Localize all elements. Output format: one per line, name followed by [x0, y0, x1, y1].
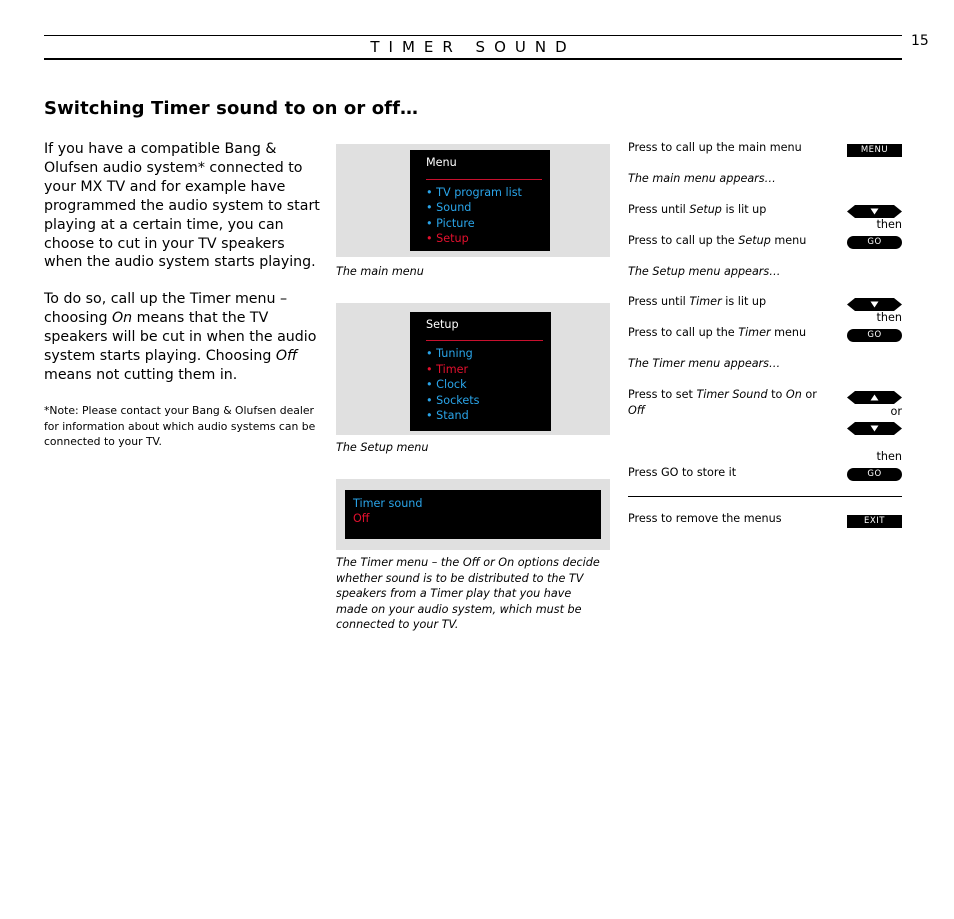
down-arrow-button[interactable] [847, 298, 902, 311]
setup-item-sockets[interactable]: • Sockets [426, 394, 480, 407]
timer-sound-value[interactable]: Off [353, 512, 370, 525]
step-call-main-menu: Press to call up the main menu [628, 141, 802, 154]
header-rule-top [44, 35, 902, 36]
go-button[interactable]: GO [847, 329, 902, 342]
up-arrow-button[interactable] [847, 391, 902, 404]
main-menu-screen [410, 150, 550, 251]
intro-paragraph-2: To do so, call up the Timer menu – choosing On means that the TV speakers will be cut in when the audio system starts playing. Choosing Off means not cutting them in. [44, 291, 317, 383]
go-button[interactable]: GO [847, 236, 902, 249]
step-timer-menu-appears: The Timer menu appears… [628, 357, 781, 370]
menu-item-sound[interactable]: • Sound [426, 201, 472, 214]
step-set-timer-sound: Press to set Timer Sound to On or Off [628, 388, 817, 417]
then-label: then [876, 450, 902, 463]
setup-menu-screenshot [336, 303, 610, 435]
section-title: TIMER SOUND [370, 38, 576, 56]
page-heading: Switching Timer sound to on or off… [44, 98, 419, 119]
menu-button[interactable]: MENU [847, 144, 902, 157]
setup-item-tuning[interactable]: • Tuning [426, 347, 473, 360]
setup-item-clock[interactable]: • Clock [426, 378, 467, 391]
exit-button[interactable]: EXIT [847, 515, 902, 528]
menu-item-picture[interactable]: • Picture [426, 217, 475, 230]
then-label: then [876, 218, 902, 231]
setup-menu-caption: The Setup menu [336, 441, 429, 454]
main-menu-caption: The main menu [336, 265, 424, 278]
down-arrow-button[interactable] [847, 422, 902, 435]
go-button[interactable]: GO [847, 468, 902, 481]
step-call-timer-menu: Press to call up the Timer menu [628, 326, 807, 339]
setup-title: Setup [426, 318, 459, 331]
steps-divider [628, 496, 902, 497]
header-rule-bottom [44, 58, 902, 60]
timer-menu-caption: The Timer menu – the Off or On options decide whether sound is to be distributed to the TV speakers from a Timer play that you have made on your audio system, which must be connected to your TV. [336, 556, 600, 631]
setup-item-stand[interactable]: • Stand [426, 409, 469, 422]
timer-menu-screen [345, 490, 601, 539]
setup-divider [426, 340, 543, 341]
menu-item-tv-program-list[interactable]: • TV program list [426, 186, 522, 199]
timer-sound-label[interactable]: Timer sound [353, 497, 423, 510]
menu-item-setup[interactable]: • Setup [426, 232, 469, 245]
page-number: 15 [911, 33, 929, 49]
setup-menu-screen [410, 312, 551, 431]
footnote: *Note: Please contact your Bang & Olufsen dealer for information about which audio systems can be connected to your TV. [44, 404, 316, 448]
step-call-setup-menu: Press to call up the Setup menu [628, 234, 807, 247]
step-until-timer: Press until Timer is lit up [628, 295, 767, 308]
or-label: or [890, 405, 902, 418]
step-until-setup: Press until Setup is lit up [628, 203, 767, 216]
intro-paragraph-1: If you have a compatible Bang & Olufsen audio system* connected to your MX TV and for example have programmed the audio system to start playing at a certain time, you can choose to cut in your TV speakers when the audio system starts playing. [44, 141, 320, 271]
step-setup-menu-appears: The Setup menu appears… [628, 265, 781, 278]
menu-title: Menu [426, 156, 457, 169]
setup-item-timer[interactable]: • Timer [426, 363, 469, 376]
menu-divider [426, 179, 542, 180]
step-main-menu-appears: The main menu appears… [628, 172, 776, 185]
step-store: Press GO to store it [628, 466, 737, 479]
then-label: then [876, 311, 902, 324]
main-menu-screenshot [336, 144, 610, 257]
timer-menu-screenshot [336, 479, 610, 550]
down-arrow-button[interactable] [847, 205, 902, 218]
step-remove-menus: Press to remove the menus [628, 512, 782, 525]
